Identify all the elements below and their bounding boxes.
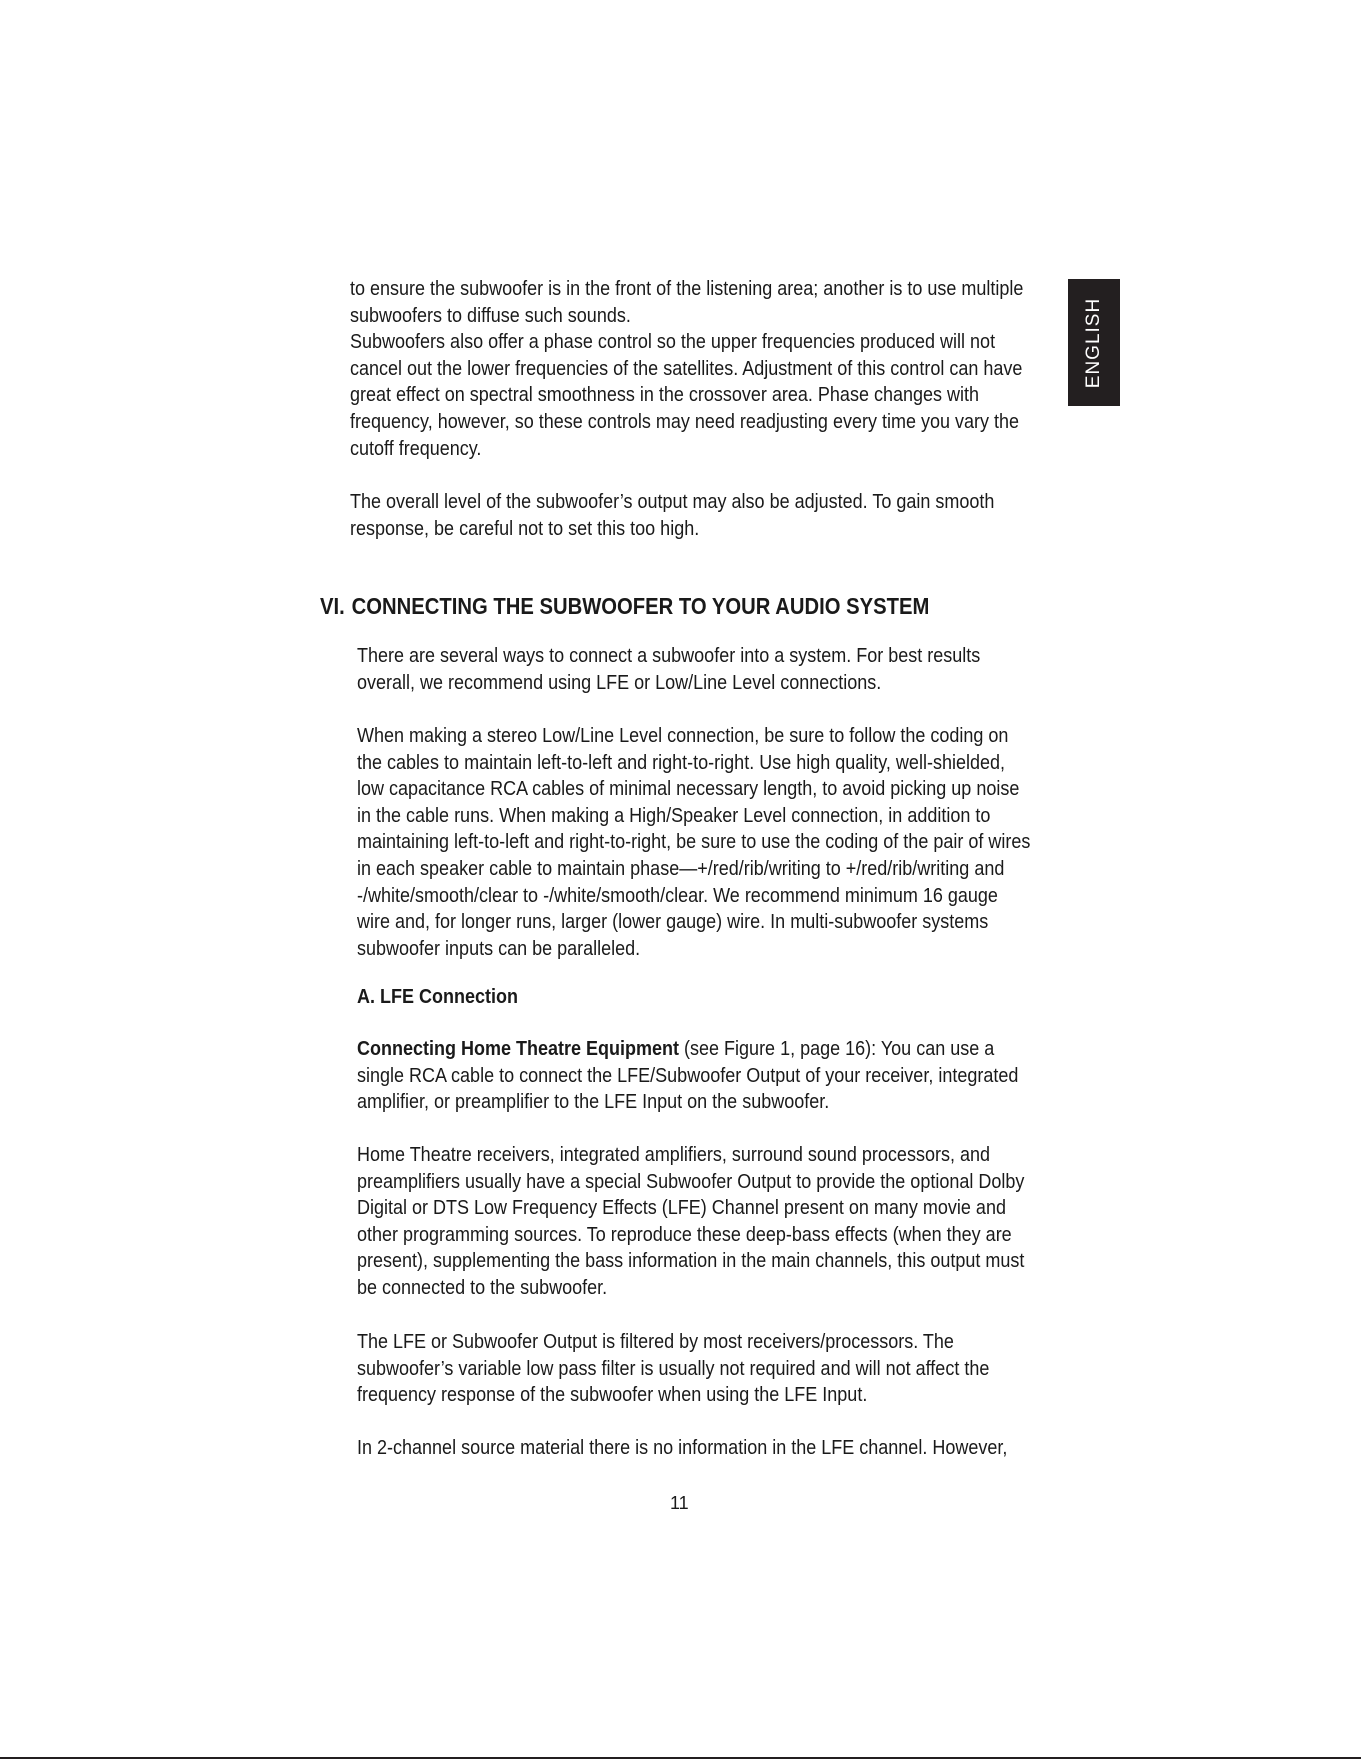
text-line: great effect on spectral smoothness in the crossover area. Phase changes with [350,384,980,407]
text-line: in each speaker cable to maintain phase—+/red/rib/writing to +/red/rib/writing and [357,857,1005,880]
bottom-divider [0,1757,1361,1759]
text-line: the cables to maintain left-to-left and right-to-right. Use high quality, well-shielded, [357,751,1005,774]
section-paragraph-1 [357,643,980,696]
bold-lead-in: Connecting Home Theatre Equipment [357,1038,680,1060]
text-line: low capacitance RCA cables of minimal necessary length, to avoid picking up noise [357,778,1020,801]
text-line: There are several ways to connect a subwoofer into a system. For best results [357,645,981,667]
text-line: to ensure the subwoofer is in the front of the listening area; another is to use multiple [350,278,1024,300]
lfe-paragraph-3 [357,1329,989,1409]
section-heading [320,593,929,620]
text-line: maintaining left-to-left and right-to-right, be sure to use the coding of the pair of wires [357,831,1031,854]
text-line: The LFE or Subwoofer Output is filtered by most receivers/processors. The [357,1331,954,1353]
text-line: The overall level of the subwoofer’s output may also be adjusted. To gain smooth [350,491,995,513]
text-line: single RCA cable to connect the LFE/Subwoofer Output of your receiver, integrated [357,1064,1019,1087]
text-line: present), supplementing the bass information in the main channels, this output must [357,1250,1025,1273]
text-line: Subwoofers also offer a phase control so the upper frequencies produced will not [350,331,996,354]
text-line: subwoofers to diffuse such sounds. [350,304,631,327]
intro-paragraph-2 [350,489,994,542]
subsection-heading: A. LFE Connection [357,986,519,1008]
text-line: subwoofer inputs can be paralleled. [357,937,641,960]
section-number: VI. [320,593,345,619]
text-line: overall, we recommend using LFE or Low/Line Level connections. [357,671,882,694]
text-line: response, be careful not to set this too high. [350,517,700,540]
text-line: amplifier, or preamplifier to the LFE Input on the subwoofer. [357,1091,830,1114]
page-number: 11 [670,1493,689,1513]
intro-paragraph-1 [350,276,1023,462]
text-line: other programming sources. To reproduce these deep-bass effects (when they are [357,1223,1012,1246]
lfe-paragraph-2 [357,1142,1024,1302]
text-line [357,1036,1018,1063]
text-line: preamplifiers usually have a special Subwoofer Output to provide the optional Dolby [357,1170,1025,1193]
lead-in-rest: (see Figure 1, page 16): You can use a [679,1038,995,1060]
text-line: cancel out the lower frequencies of the satellites. Adjustment of this control can have [350,357,1023,380]
text-line: Digital or DTS Low Frequency Effects (LFE) Channel present on many movie and [357,1197,1006,1220]
text-line: cutoff frequency. [350,437,482,460]
language-tab [1068,279,1120,406]
text-line: -/white/smooth/clear to -/white/smooth/clear. We recommend minimum 16 gauge [357,884,998,907]
text-line: When making a stereo Low/Line Level connection, be sure to follow the coding on [357,725,1009,747]
text-line: Home Theatre receivers, integrated amplifiers, surround sound processors, and [357,1144,990,1166]
text-line: in the cable runs. When making a High/Speaker Level connection, in addition to [357,804,991,827]
text-line: wire and, for longer runs, larger (lower gauge) wire. In multi-subwoofer systems [357,911,989,934]
text-line: subwoofer’s variable low pass filter is usually not required and will not affect the [357,1357,990,1380]
section-paragraph-2 [357,723,1030,962]
lfe-paragraph-4 [357,1435,1007,1462]
lfe-paragraph-1 [357,1036,1018,1116]
text-line: frequency response of the subwoofer when using the LFE Input. [357,1384,868,1407]
section-title: CONNECTING THE SUBWOOFER TO YOUR AUDIO SYSTEM [351,593,930,619]
text-line: In 2-channel source material there is no information in the LFE channel. However, [357,1437,1008,1459]
text-line: frequency, however, so these controls may need readjusting every time you vary the [350,410,1020,433]
text-line: be connected to the subwoofer. [357,1276,608,1299]
language-tab-label: ENGLISH [1083,297,1105,388]
